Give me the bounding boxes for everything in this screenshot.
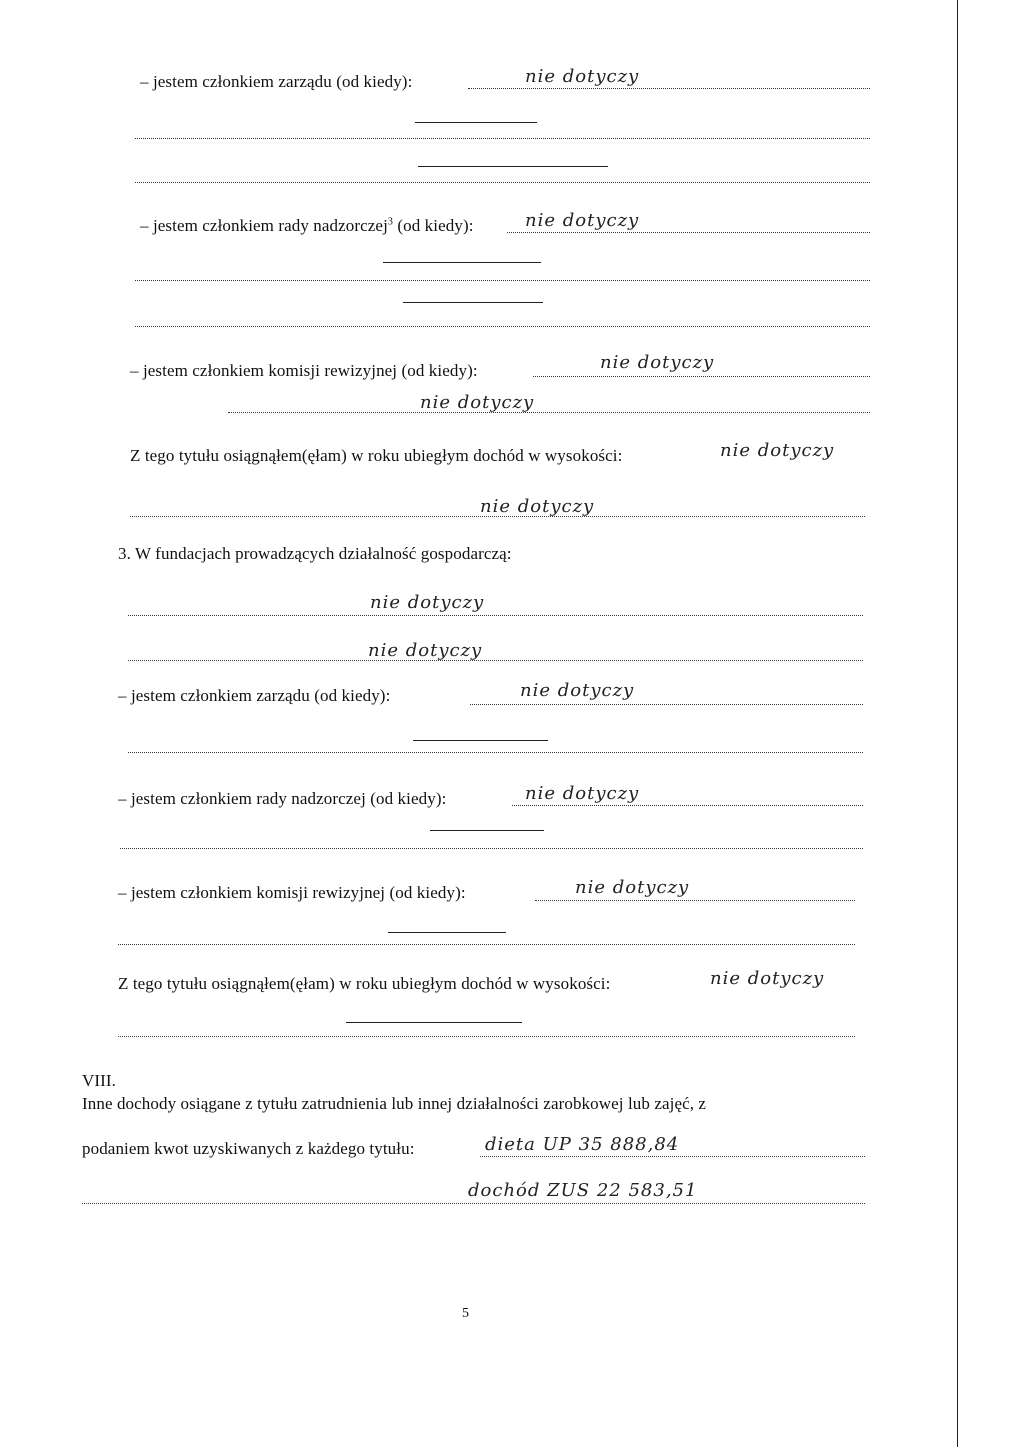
- income-value-2: nie dotyczy: [480, 496, 595, 517]
- income-label-2: Z tego tytułu osiągnąłem(ęłam) w roku ubiegłym dochód w wysokości:: [118, 974, 611, 993]
- dotted-line: [135, 326, 870, 327]
- dotted-line: [118, 1036, 855, 1037]
- income-value-1: nie dotyczy: [720, 440, 835, 461]
- strike-line: [413, 740, 548, 741]
- audit-dots-3: [535, 900, 855, 901]
- strike-line: [418, 166, 608, 167]
- income-label-1: Z tego tytułu osiągnąłem(ęłam) w roku ubiegłym dochód w wysokości:: [130, 446, 623, 465]
- income-dots-2: [82, 1203, 865, 1204]
- board-value-2: nie dotyczy: [520, 680, 635, 701]
- board-dots-2: [470, 704, 863, 705]
- strike-line: [403, 302, 543, 303]
- dotted-line: [128, 660, 863, 661]
- board-value-1: nie dotyczy: [525, 66, 640, 87]
- dotted-line: [128, 615, 863, 616]
- strike-line: [430, 830, 544, 831]
- section-viii-text-1: Inne dochody osiągane z tytułu zatrudnienia lub innej działalności zarobkowej lub zajęć, z: [82, 1094, 707, 1113]
- section-viii-value-1: dieta UP 35 888,84: [485, 1134, 680, 1155]
- supervisory-dots-1: [507, 232, 870, 233]
- audit-value-2: nie dotyczy: [420, 392, 535, 413]
- supervisory-dots-2: [512, 805, 863, 806]
- strike-line: [415, 122, 537, 123]
- page-number: 5: [462, 1306, 469, 1321]
- right-margin-line: [957, 0, 958, 1447]
- section-3-line-2: nie dotyczy: [368, 640, 483, 661]
- supervisory-value-2: nie dotyczy: [525, 783, 640, 804]
- dotted-line: [118, 944, 855, 945]
- audit-dots-2: [228, 412, 870, 413]
- board-dots-1: [468, 88, 870, 89]
- dotted-line: [135, 138, 870, 139]
- audit-label-2: – jestem członkiem komisji rewizyjnej (od kiedy):: [118, 883, 466, 902]
- board-label-1: – jestem członkiem zarządu (od kiedy):: [140, 72, 413, 91]
- board-label-2: – jestem członkiem zarządu (od kiedy):: [118, 686, 391, 705]
- supervisory-value-1: nie dotyczy: [525, 210, 640, 231]
- section-viii-text-2: podaniem kwot uzyskiwanych z każdego tytułu:: [82, 1139, 415, 1158]
- section-3-line-1: nie dotyczy: [370, 592, 485, 613]
- strike-line: [388, 932, 506, 933]
- dotted-line: [135, 182, 870, 183]
- audit-dots-1: [533, 376, 870, 377]
- dotted-line: [120, 848, 863, 849]
- audit-value-1: nie dotyczy: [600, 352, 715, 373]
- strike-line: [346, 1022, 522, 1023]
- audit-value-3: nie dotyczy: [575, 877, 690, 898]
- dotted-line: [128, 752, 863, 753]
- section-viii-heading: VIII.: [82, 1071, 117, 1090]
- supervisory-label-2: – jestem członkiem rady nadzorczej (od kiedy):: [118, 789, 447, 808]
- audit-label-1: – jestem członkiem komisji rewizyjnej (od kiedy):: [130, 361, 478, 380]
- supervisory-label-1: – jestem członkiem rady nadzorczej$^3$ (od kiedy):: [140, 216, 474, 235]
- dotted-line: [135, 280, 870, 281]
- strike-line: [383, 262, 541, 263]
- income-value-3: nie dotyczy: [710, 968, 825, 989]
- income-dots-1: [480, 1156, 865, 1157]
- section-3-heading: 3. W fundacjach prowadzących działalność gospodarczą:: [118, 544, 512, 563]
- section-viii-value-2: dochód ZUS 22 583,51: [468, 1180, 698, 1201]
